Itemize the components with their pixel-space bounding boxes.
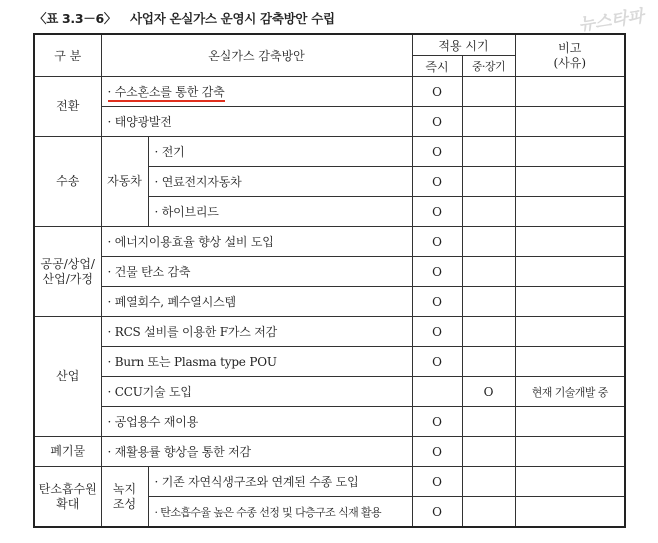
subcategory-green-line2: 조성 — [112, 496, 137, 511]
mid-long-cell — [462, 347, 515, 377]
category-public-line1: 공공/상업/ — [40, 256, 95, 271]
header-immediate: 즉시 — [412, 56, 462, 77]
mid-long-cell — [462, 467, 515, 497]
measure-cell: · 기존 자연식생구조와 연계된 수종 도입 — [148, 467, 412, 497]
subcategory-car: 자동차 — [101, 137, 148, 227]
mid-long-cell — [462, 497, 515, 528]
remark-cell — [515, 257, 625, 287]
measure-cell — [101, 77, 412, 107]
mid-long-cell — [462, 167, 515, 197]
category-sink-line2: 확대 — [56, 496, 80, 511]
mid-long-cell — [462, 77, 515, 107]
remark-cell — [515, 137, 625, 167]
mid-long-cell — [462, 137, 515, 167]
mid-long-cell: O — [462, 377, 515, 407]
category-public — [34, 227, 101, 317]
immediate-cell: O — [412, 227, 462, 257]
category-transport: 수송 — [34, 137, 101, 227]
reduction-measures-table — [33, 33, 626, 528]
table-row — [34, 377, 625, 407]
table-number: 〈표 3.3－6〉 — [34, 11, 117, 26]
category-sink-line1: 탄소흡수원 — [38, 481, 97, 496]
immediate-cell: O — [412, 137, 462, 167]
immediate-cell: O — [412, 347, 462, 377]
measure-cell: · 폐열회수, 폐수열시스템 — [101, 287, 412, 317]
remark-cell — [515, 77, 625, 107]
remark-cell — [515, 497, 625, 528]
immediate-cell — [412, 377, 462, 407]
immediate-cell: O — [412, 497, 462, 528]
table-row — [34, 257, 625, 287]
mid-long-cell — [462, 407, 515, 437]
header-row — [34, 34, 625, 56]
immediate-cell: O — [412, 107, 462, 137]
table-row — [34, 407, 625, 437]
remark-cell — [515, 347, 625, 377]
measure-cell: · 전기 — [148, 137, 412, 167]
table-row — [34, 227, 625, 257]
subcategory-green-line1: 녹지 — [112, 481, 137, 496]
remark-cell — [515, 227, 625, 257]
table-row — [34, 137, 625, 167]
mid-long-cell — [462, 107, 515, 137]
immediate-cell: O — [412, 77, 462, 107]
mid-long-cell — [462, 437, 515, 467]
remark-cell — [515, 167, 625, 197]
immediate-cell: O — [412, 257, 462, 287]
immediate-cell: O — [412, 287, 462, 317]
mid-long-cell — [462, 317, 515, 347]
table-row — [34, 77, 625, 107]
table-title-text: 사업자 온실가스 운영시 감축방안 수립 — [130, 11, 335, 26]
header-remark-line2: (사유) — [553, 55, 587, 70]
table-row — [34, 317, 625, 347]
table-row — [34, 467, 625, 497]
measure-cell: · Burn 또는 Plasma type POU — [101, 347, 412, 377]
measure-cell: · 재활용률 향상을 통한 저감 — [101, 437, 412, 467]
remark-cell — [515, 407, 625, 437]
remark-cell — [515, 437, 625, 467]
watermark-logo: 뉴스타파 — [577, 6, 646, 36]
header-measure: 온실가스 감축방안 — [101, 34, 412, 77]
remark-cell — [515, 317, 625, 347]
remark-cell — [515, 107, 625, 137]
immediate-cell: O — [412, 317, 462, 347]
immediate-cell: O — [412, 407, 462, 437]
mid-long-cell — [462, 227, 515, 257]
category-carbon-sink — [34, 467, 101, 528]
header-mid-long: 중·장기 — [462, 56, 515, 77]
measure-cell: · 건물 탄소 감축 — [101, 257, 412, 287]
immediate-cell: O — [412, 167, 462, 197]
remark-cell — [515, 287, 625, 317]
category-transition: 전환 — [34, 77, 101, 137]
mid-long-cell — [462, 257, 515, 287]
table-title — [34, 9, 335, 27]
category-public-line2: 산업/가정 — [42, 271, 93, 286]
table-row — [34, 347, 625, 377]
table-row — [34, 437, 625, 467]
header-remark — [515, 34, 625, 77]
immediate-cell: O — [412, 467, 462, 497]
measure-cell: · 에너지이용효율 향상 설비 도입 — [101, 227, 412, 257]
header-category: 구 분 — [34, 34, 101, 77]
measure-cell: · 공업용수 재이용 — [101, 407, 412, 437]
measure-text-highlighted: · 수소혼소를 통한 감축 — [108, 85, 225, 102]
measure-cell: · CCU기술 도입 — [101, 377, 412, 407]
header-remark-line1: 비고 — [558, 40, 582, 55]
measure-cell: · RCS 설비를 이용한 F가스 저감 — [101, 317, 412, 347]
measure-cell: · 탄소흡수율 높은 수종 선정 및 다층구조 식재 활용 — [148, 497, 412, 528]
measure-cell: · 연료전지자동차 — [148, 167, 412, 197]
category-waste: 폐기물 — [34, 437, 101, 467]
measure-cell: · 태양광발전 — [101, 107, 412, 137]
remark-cell: 현재 기술개발 중 — [515, 377, 625, 407]
subcategory-green — [101, 467, 148, 528]
immediate-cell: O — [412, 437, 462, 467]
mid-long-cell — [462, 197, 515, 227]
header-timing: 적용 시기 — [412, 34, 515, 56]
immediate-cell: O — [412, 197, 462, 227]
table-row — [34, 287, 625, 317]
table-row — [34, 107, 625, 137]
remark-cell — [515, 197, 625, 227]
measure-cell: · 하이브리드 — [148, 197, 412, 227]
mid-long-cell — [462, 287, 515, 317]
category-industry: 산업 — [34, 317, 101, 437]
remark-cell — [515, 467, 625, 497]
